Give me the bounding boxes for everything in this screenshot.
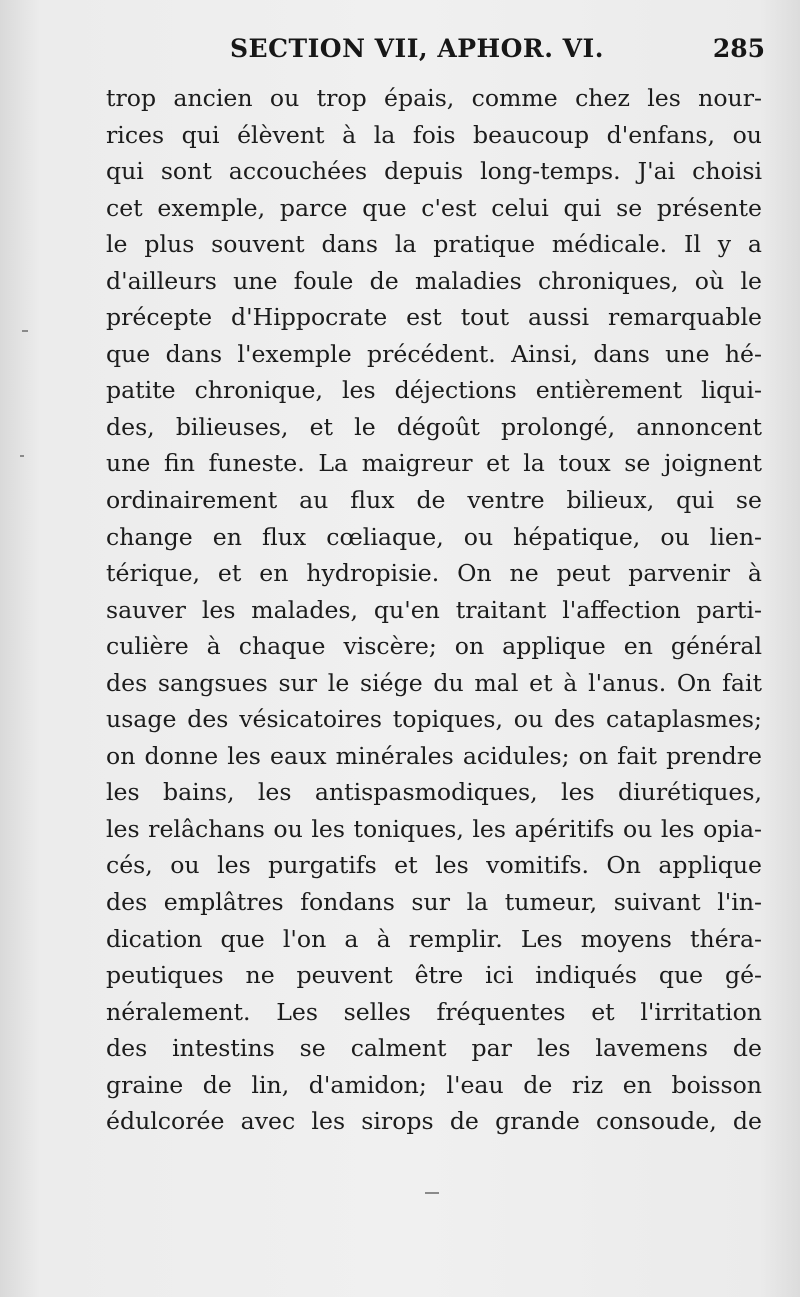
text-line: le plus souvent dans la pratique médicale. Il y a: [106, 230, 762, 259]
text-line: térique, et en hydropisie. On ne peut parvenir à: [106, 559, 762, 588]
text-line: cet exemple, parce que c'est celui qui se présente: [106, 193, 762, 222]
text-line: on donne les eaux minérales acidules; on fait prendre: [106, 741, 762, 770]
text-line: des emplâtres fondans sur la tumeur, suivant l'in-: [106, 888, 762, 917]
text-line: dication que l'on a à remplir. Les moyens théra-: [106, 924, 762, 953]
text-line: ordinairement au flux de ventre bilieux, qui se: [106, 486, 762, 515]
margin-speck: [20, 455, 24, 457]
page-number: 285: [712, 34, 765, 63]
text-line: graine de lin, d'amidon; l'eau de riz en boisson: [106, 1070, 762, 1099]
margin-speck: [22, 330, 28, 332]
text-line: que dans l'exemple précédent. Ainsi, dans une hé-: [106, 339, 762, 368]
text-line: cés, ou les purgatifs et les vomitifs. On applique: [106, 851, 762, 880]
text-line: les bains, les antispasmodiques, les diurétiques,: [106, 778, 762, 807]
running-head: SECTION VII, APHOR. VI.: [230, 34, 604, 63]
text-line: des sangsues sur le siége du mal et à l'anus. On fait: [106, 668, 762, 697]
text-line: peutiques ne peuvent être ici indiqués que gé-: [106, 961, 762, 990]
text-line: des intestins se calment par les lavemens de: [106, 1034, 762, 1063]
text-line: d'ailleurs une foule de maladies chroniques, où le: [106, 266, 762, 295]
text-line: sauver les malades, qu'en traitant l'affection parti-: [106, 595, 762, 624]
text-line: des, bilieuses, et le dégoût prolongé, annoncent: [106, 412, 762, 441]
text-line: qui sont accouchées depuis long-temps. J'ai choisi: [106, 157, 762, 186]
text-line: une fin funeste. La maigreur et la toux se joignent: [106, 449, 762, 478]
text-line: rices qui élèvent à la fois beaucoup d'enfans, ou: [106, 120, 762, 149]
body-text: [106, 80, 762, 1140]
text-line: culière à chaque viscère; on applique en général: [106, 632, 762, 661]
text-line: les relâchans ou les toniques, les apéritifs ou les opia-: [106, 814, 762, 843]
text-line: édulcorée avec les sirops de grande consoude, de: [106, 1107, 762, 1136]
text-line: trop ancien ou trop épais, comme chez les nour-: [106, 84, 762, 112]
text-line: précepte d'Hippocrate est tout aussi remarquable: [106, 303, 762, 332]
text-line: patite chronique, les déjections entièrement liqui-: [106, 376, 762, 405]
text-line: usage des vésicatoires topiques, ou des cataplasmes;: [106, 705, 762, 734]
text-line: néralement. Les selles fréquentes et l'irritation: [106, 997, 762, 1026]
page-header: [230, 34, 775, 74]
text-line: change en flux cœliaque, ou hépatique, ou lien-: [106, 522, 762, 551]
margin-speck: [425, 1192, 439, 1194]
